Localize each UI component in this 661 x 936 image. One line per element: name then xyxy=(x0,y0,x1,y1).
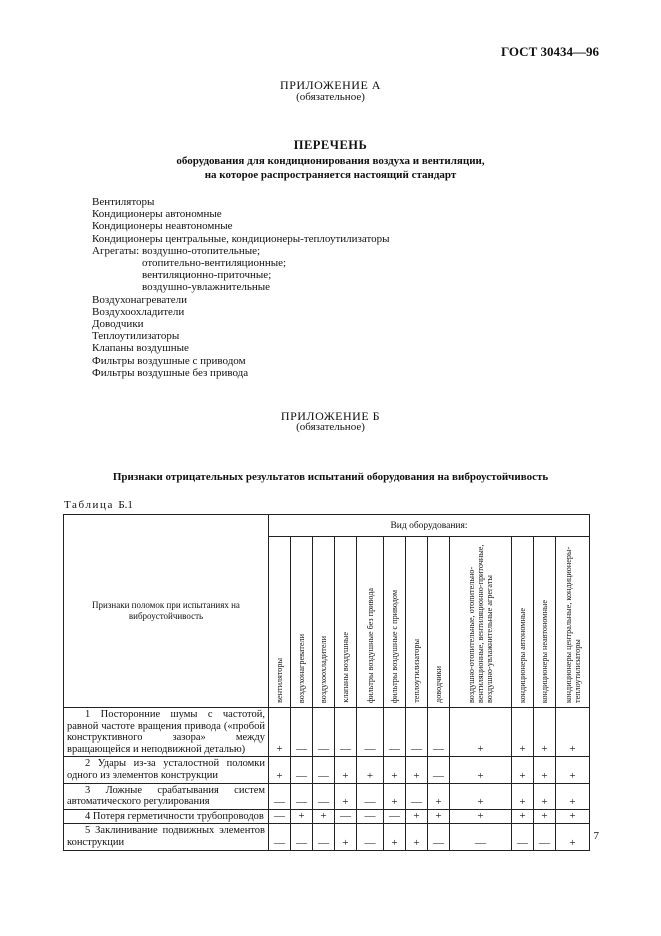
column-header: фильтры воздушные с приводом xyxy=(384,537,406,708)
cell-mark: + xyxy=(450,708,512,757)
table-row xyxy=(64,809,590,824)
page-number: 7 xyxy=(593,830,599,842)
equipment-type-header: Вид оборудования: xyxy=(269,515,590,537)
cell-mark: + xyxy=(556,708,590,757)
cell-mark: + xyxy=(450,783,512,809)
cell-mark: + xyxy=(357,757,384,783)
column-header: воздушно-отопительные, отопительно-вентиляционные, вентиляционно-приточные, воздушно-увлажнительные агрегаты xyxy=(450,537,512,708)
vibration-table xyxy=(63,514,590,851)
column-header: воздухоохладители xyxy=(313,537,335,708)
cell-mark: — xyxy=(406,783,428,809)
list-item: Вентиляторы xyxy=(92,196,155,208)
list-item: отопительно-вентиляционные; xyxy=(142,257,287,270)
cell-mark: + xyxy=(534,757,556,783)
cell-mark: + xyxy=(384,824,406,850)
list-item: Клапаны воздушные xyxy=(92,342,189,355)
row-sign: 5 Заклинивание подвижных элементов конструкции xyxy=(64,824,269,850)
list-item: Кондиционеры неавтономные xyxy=(92,220,233,233)
cell-mark: + xyxy=(512,809,534,824)
row-sign: 1 Посторонние шумы с частотой, равной частоте вращения привода («пробой конструктивного зазора» между вращающейся и неподвижной деталью) xyxy=(64,708,269,757)
cell-mark: — xyxy=(512,824,534,850)
list-item: вентиляционно-приточные; xyxy=(142,269,272,282)
cell-mark: — xyxy=(357,783,384,809)
cell-mark: — xyxy=(269,783,291,809)
column-header: кондиционеры автономные xyxy=(512,537,534,708)
column-header: доводчики xyxy=(428,537,450,708)
cell-mark: + xyxy=(512,783,534,809)
cell-mark: — xyxy=(384,809,406,824)
cell-mark: + xyxy=(534,708,556,757)
cell-mark: + xyxy=(556,809,590,824)
cell-mark: — xyxy=(534,824,556,850)
cell-mark: — xyxy=(335,708,357,757)
cell-mark: + xyxy=(269,708,291,757)
table-number: Б.1 xyxy=(118,499,133,511)
cell-mark: + xyxy=(534,783,556,809)
cell-mark: — xyxy=(269,824,291,850)
cell-mark: — xyxy=(269,809,291,824)
document-code: ГОСТ 30434—96 xyxy=(500,44,599,59)
cell-mark: + xyxy=(269,757,291,783)
row-sign: 2 Удары из-за усталостной поломки одного из элементов конструкции xyxy=(64,757,269,783)
column-header: клапаны воздушные xyxy=(335,537,357,708)
list-item: Воздухонагреватели xyxy=(92,293,188,306)
cell-mark: + xyxy=(335,783,357,809)
list-item: Фильтры воздушные с приводом xyxy=(92,354,246,367)
column-header: фильтры воздушные без привода xyxy=(357,537,384,708)
cell-mark: — xyxy=(313,824,335,850)
cell-mark: + xyxy=(335,824,357,850)
table-title: Признаки отрицательных результатов испытаний оборудования на виброустойчивость xyxy=(112,471,549,483)
table-row xyxy=(64,757,590,783)
cell-mark: — xyxy=(291,708,313,757)
table-label xyxy=(64,499,133,511)
cell-mark: + xyxy=(512,757,534,783)
cell-mark: — xyxy=(291,824,313,850)
row-sign: 3 Ложные срабатывания систем автоматического регулирования xyxy=(64,783,269,809)
cell-mark: + xyxy=(384,757,406,783)
cell-mark: — xyxy=(428,708,450,757)
column-header: кондиционеры центральные, кондиционеры-теплоутилизаторы xyxy=(556,537,590,708)
appendix-a-status: (обязательное) xyxy=(296,91,365,103)
column-header: кондиционеры неавтономные xyxy=(534,537,556,708)
cell-mark: — xyxy=(313,783,335,809)
column-header: вентиляторы xyxy=(269,537,291,708)
cell-mark: + xyxy=(428,783,450,809)
cell-mark: + xyxy=(291,809,313,824)
cell-mark: + xyxy=(313,809,335,824)
table-label-word: Таблица xyxy=(64,499,114,511)
cell-mark: — xyxy=(291,783,313,809)
cell-mark: + xyxy=(335,757,357,783)
corner-header: Признаки поломок при испытаниях на виброустойчивость xyxy=(64,515,269,708)
cell-mark: — xyxy=(406,708,428,757)
list-item: Фильтры воздушные без привода xyxy=(92,366,249,379)
column-header: теплоутилизаторы xyxy=(406,537,428,708)
list-item: Доводчики xyxy=(92,318,144,331)
cell-mark: — xyxy=(357,708,384,757)
cell-mark: + xyxy=(384,783,406,809)
appendix-b-status: (обязательное) xyxy=(296,421,365,433)
table-row xyxy=(64,783,590,809)
cell-mark: — xyxy=(428,757,450,783)
column-header: воздухонагреватели xyxy=(291,537,313,708)
cell-mark: + xyxy=(556,757,590,783)
cell-mark: + xyxy=(450,809,512,824)
cell-mark: + xyxy=(556,783,590,809)
cell-mark: + xyxy=(512,708,534,757)
table-row xyxy=(64,708,590,757)
cell-mark: + xyxy=(406,824,428,850)
list-item: Воздухоохладители xyxy=(92,305,185,318)
table-row xyxy=(64,824,590,850)
cell-mark: + xyxy=(428,809,450,824)
cell-mark: — xyxy=(450,824,512,850)
cell-mark: — xyxy=(335,809,357,824)
cell-mark: — xyxy=(384,708,406,757)
appendix-a-title: ПРИЛОЖЕНИЕ А xyxy=(280,78,381,92)
row-sign: 4 Потеря герметичности трубопроводов xyxy=(64,809,269,824)
cell-mark: — xyxy=(428,824,450,850)
cell-mark: — xyxy=(313,757,335,783)
list-subtitle-line1: оборудования для кондиционирования воздуха и вентиляции, xyxy=(176,155,485,167)
list-title: ПЕРЕЧЕНЬ xyxy=(293,138,368,152)
cell-mark: — xyxy=(291,757,313,783)
cell-mark: — xyxy=(357,809,384,824)
cell-mark: + xyxy=(556,824,590,850)
cell-mark: + xyxy=(406,757,428,783)
cell-mark: + xyxy=(450,757,512,783)
equipment-list xyxy=(92,196,390,379)
list-subtitle-line2: на которое распространяется настоящий стандарт xyxy=(204,169,457,181)
cell-mark: + xyxy=(406,809,428,824)
appendix-b-title: ПРИЛОЖЕНИЕ Б xyxy=(280,409,381,423)
list-item: воздушно-увлажнительные xyxy=(142,281,271,294)
cell-mark: — xyxy=(313,708,335,757)
cell-mark: — xyxy=(357,824,384,850)
list-item: Кондиционеры центральные, кондиционеры-теплоутилизаторы xyxy=(92,232,390,245)
cell-mark: + xyxy=(534,809,556,824)
list-item: Теплоутилизаторы xyxy=(92,330,180,343)
list-item: Агрегаты: воздушно-отопительные; xyxy=(92,244,261,257)
list-item: Кондиционеры автономные xyxy=(92,208,222,221)
